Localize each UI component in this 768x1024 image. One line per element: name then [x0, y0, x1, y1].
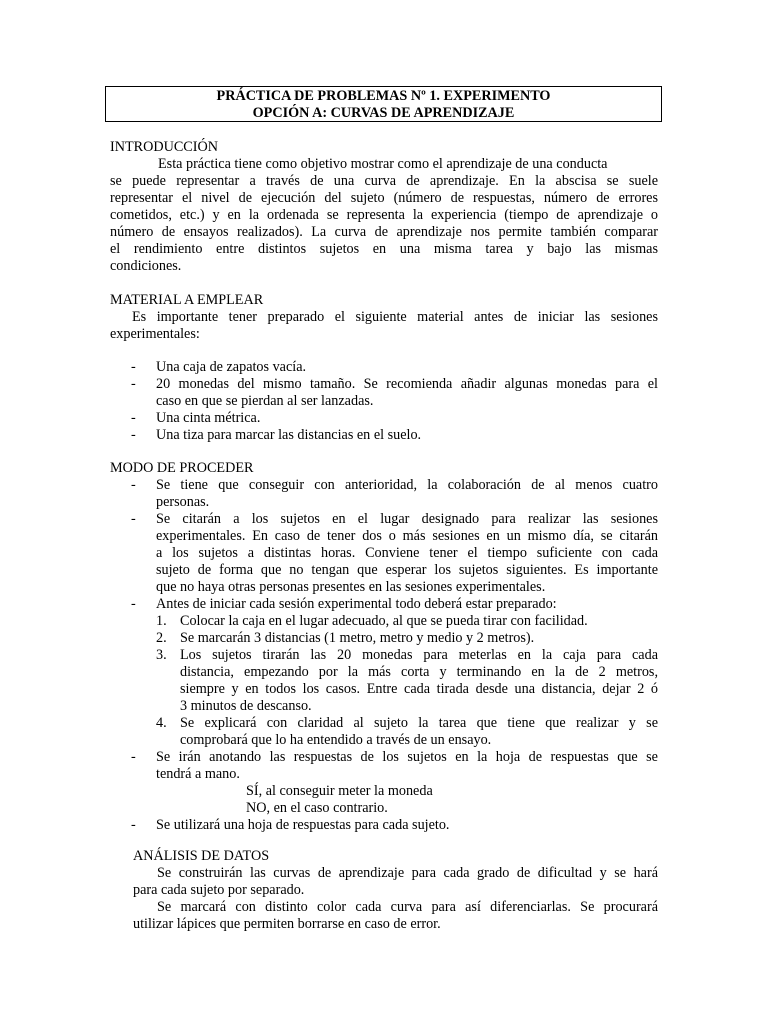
dash-bullet: -: [131, 410, 136, 426]
intro-line: cometidos, etc.) y en la ordenada se representa la experiencia (tiempo de aprendizaje o: [110, 207, 658, 223]
step-number: 1.: [156, 613, 167, 629]
procedure-item: [110, 511, 658, 596]
title-box: [105, 86, 662, 122]
intro-line: número de ensayos realizados). La curva de aprendizaje nos permite también comparar: [110, 224, 658, 240]
step-number: 4.: [156, 715, 167, 731]
procedure-item-text: que no haya otras personas presentes en las sesiones experimentales.: [156, 579, 546, 595]
analysis-line: para cada sujeto por separado.: [133, 882, 305, 898]
step-text: Los sujetos tirarán las 20 monedas para meterlas en la caja para cada: [180, 647, 658, 663]
answer-no: NO, en el caso contrario.: [246, 800, 388, 816]
procedure-heading: MODO DE PROCEDER: [110, 460, 254, 476]
step-text: Se explicará con claridad al sujeto la tarea que tiene que realizar y se: [180, 715, 658, 731]
step-text: comprobará que lo ha entendido a través de un ensayo.: [180, 732, 492, 748]
dash-bullet: -: [131, 359, 136, 375]
material-item-text: 20 monedas del mismo tamaño. Se recomienda añadir algunas monedas para el: [156, 376, 658, 392]
procedure-item: [110, 477, 658, 511]
material-item: [110, 410, 658, 427]
intro-line: el rendimiento entre distintos sujetos en una misma tarea y bajo las mismas: [110, 241, 658, 257]
intro-heading: INTRODUCCIÓN: [110, 139, 218, 155]
title-line-1: PRÁCTICA DE PROBLEMAS Nº 1. EXPERIMENTO: [216, 88, 551, 104]
title-line-2: OPCIÓN A: CURVAS DE APRENDIZAJE: [252, 105, 515, 121]
procedure-item-text: Se utilizará una hoja de respuestas para cada sujeto.: [156, 817, 450, 833]
dash-bullet: -: [131, 427, 136, 443]
procedure-item: [110, 749, 658, 783]
material-heading: MATERIAL A EMPLEAR: [110, 292, 264, 308]
procedure-item-text: Se tiene que conseguir con anterioridad, la colaboración de al menos cuatro: [156, 477, 658, 493]
material-item: [110, 359, 658, 376]
material-item-text: Una caja de zapatos vacía.: [156, 359, 307, 375]
procedure-item-text: Se citarán a los sujetos en el lugar designado para realizar las sesiones: [156, 511, 658, 527]
intro-line: se puede representar a través de una curva de aprendizaje. En la abscisa se suele: [110, 173, 658, 189]
procedure-step: [110, 630, 658, 647]
material-intro-line: Es importante tener preparado el siguiente material antes de iniciar las sesiones: [132, 309, 658, 325]
procedure-item-text: sujeto de forma que no tengan que esperar los sujetos siguientes. Es importante: [156, 562, 658, 578]
procedure-item-text: personas.: [156, 494, 210, 510]
dash-bullet: -: [131, 817, 136, 833]
procedure-item-text: experimentales. En caso de tener dos o más sesiones en un mismo día, se citarán: [156, 528, 658, 544]
step-number: 2.: [156, 630, 167, 646]
material-item-text: caso en que se pierdan al ser lanzadas.: [156, 393, 374, 409]
procedure-section: [110, 460, 658, 834]
step-number: 3.: [156, 647, 167, 663]
intro-line: condiciones.: [110, 258, 182, 274]
step-text: siempre y en todos los casos. Entre cada tirada desde una distancia, dejar 2 ó: [180, 681, 658, 697]
material-item-text: Una cinta métrica.: [156, 410, 261, 426]
dash-bullet: -: [131, 477, 136, 493]
procedure-item: [110, 817, 658, 834]
dash-bullet: -: [131, 749, 136, 765]
material-section: [110, 292, 658, 343]
analysis-line: Se marcará con distinto color cada curva para así diferenciarlas. Se procurará: [157, 899, 658, 915]
step-text: Colocar la caja en el lugar adecuado, al que se pueda tirar con facilidad.: [180, 613, 588, 629]
step-text: Se marcarán 3 distancias (1 metro, metro y medio y 2 metros).: [180, 630, 535, 646]
intro-line: Esta práctica tiene como objetivo mostrar como el aprendizaje de una conducta: [158, 156, 608, 172]
analysis-line: utilizar lápices que permiten borrarse en caso de error.: [133, 916, 441, 932]
step-text: 3 minutos de descanso.: [180, 698, 312, 714]
material-list: [110, 359, 658, 444]
dash-bullet: -: [131, 511, 136, 527]
dash-bullet: -: [131, 596, 136, 612]
intro-line: representar el nivel de ejecución del sujeto (número de respuestas, número de errores: [110, 190, 658, 206]
procedure-step: [110, 647, 658, 715]
intro-paragraph: [110, 156, 658, 275]
dash-bullet: -: [131, 376, 136, 392]
answer-yes: SÍ, al conseguir meter la moneda: [246, 783, 433, 799]
analysis-heading: ANÁLISIS DE DATOS: [133, 848, 270, 864]
material-item: [110, 376, 658, 410]
material-item-text: Una tiza para marcar las distancias en el suelo.: [156, 427, 422, 443]
intro-section: [110, 139, 658, 275]
analysis-line: Se construirán las curvas de aprendizaje para cada grado de dificultad y se hará: [157, 865, 658, 881]
procedure-item: [110, 596, 658, 613]
procedure-item-text: tendrá a mano.: [156, 766, 240, 782]
material-intro-line: experimentales:: [110, 326, 200, 342]
step-text: distancia, empezando por la más corta y terminando en la de 2 metros,: [180, 664, 658, 680]
procedure-step: [110, 613, 658, 630]
procedure-step: [110, 715, 658, 749]
analysis-section: [133, 848, 658, 933]
material-item: [110, 427, 658, 444]
procedure-item-text: a los sujetos a distintas horas. Conviene tener el tiempo suficiente con cada: [156, 545, 658, 561]
procedure-item-text: Se irán anotando las respuestas de los sujetos en la hoja de respuestas que se: [156, 749, 658, 765]
procedure-item-text: Antes de iniciar cada sesión experimental todo deberá estar preparado:: [156, 596, 557, 612]
